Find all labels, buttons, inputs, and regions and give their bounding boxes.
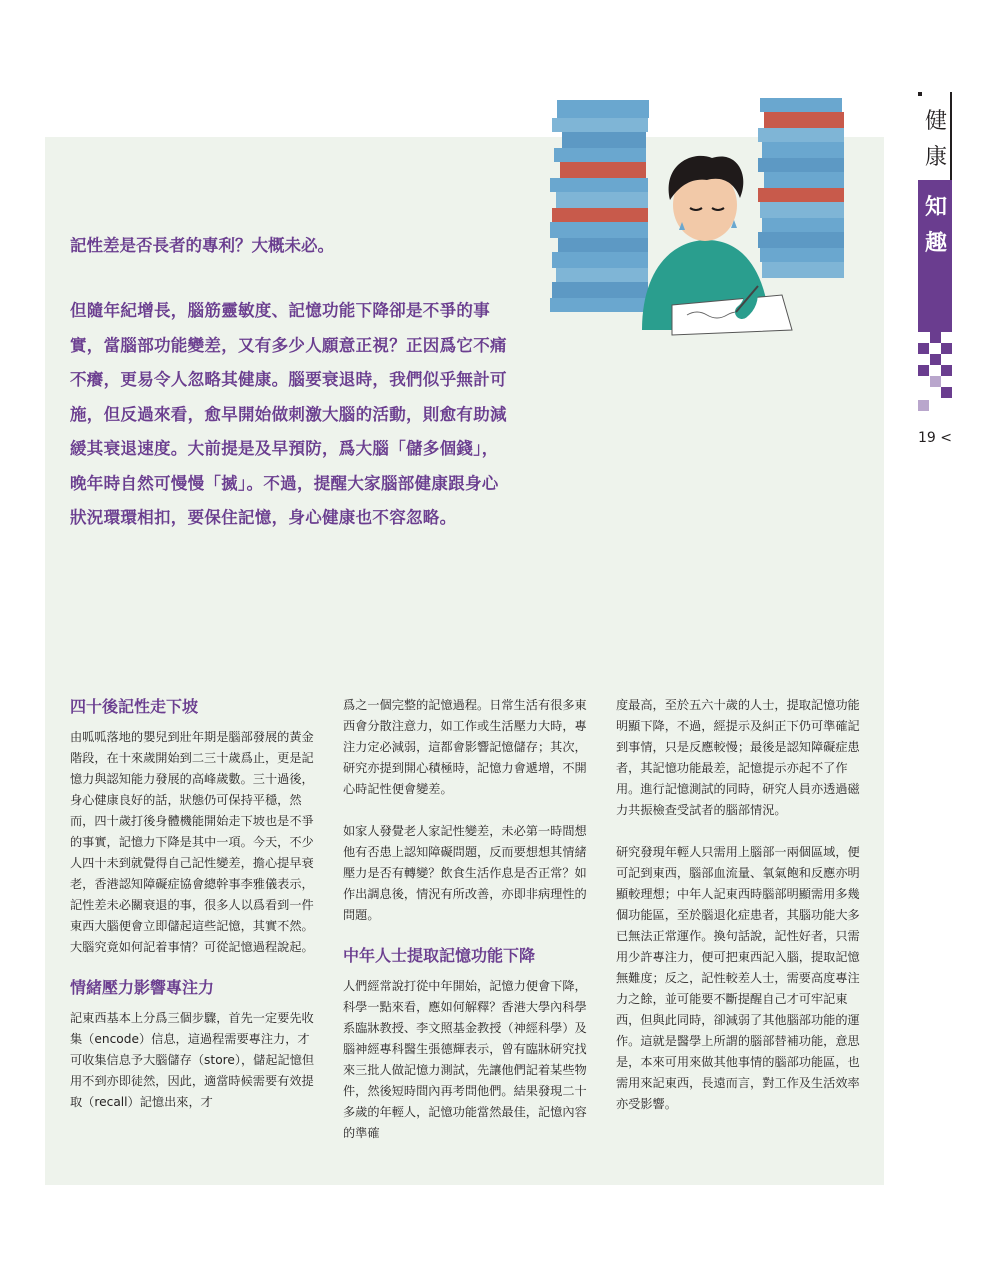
paragraph: 人們經常說打從中年開始，記憶力便會下降，科學一點來看，應如何解釋？香港大學內科學系臨牀教授、李文照基金教授（神經科學）及腦神經專科醫生張德輝表示，曾有臨牀研究找來三批人做記憶力測試，先讓他們記着某些物件，然後短時間內再考問他們。結果發現二十多歲的年輕人，記憶功能當然最佳，記憶內容的準確 [343,979,587,1140]
section-heading: 中年人士提取記憶功能下降 [343,946,536,965]
section-heading: 四十後記性走下坡 [70,697,199,716]
paragraph: 爲之一個完整的記憶過程。日常生活有很多東西會分散注意力，如工作或生活壓力大時，專注力定必減弱，這都會影響記憶儲存；其次，研究亦提到開心積極時，記憶力會遞增，不開心時記性便會變差。 [343,698,587,796]
intro-section [70,236,510,536]
paragraph: 研究發現年輕人只需用上腦部一兩個區域，便可記到東西，腦部血流量、氧氣飽和反應亦明顯較理想；中年人記東西時腦部明顯需用多幾個功能區，至於腦退化症患者，其腦功能大多已無法正常運作。換句話說，記性好者，只需用少許專注力，便可把東西記入腦，提取記憶無難度；反之，記性較差人士，需要高度專注力之餘，並可能要不斷提醒自己才可牢記東西，但與此同時，卻減弱了其他腦部功能的運作。這就是醫學上所謂的腦部替補功能，意思是，本來可用來做其他事情的腦部功能區，也需用來記東西，長遠而言，對工作及生活效率亦受影響。 [616,845,860,1111]
tab-marker [918,92,922,96]
left-book-stack [550,100,649,312]
right-book-stack [758,98,844,278]
article-column-2 [343,695,589,1144]
paragraph: 如家人發覺老人家記性變差，未必第一時間想他有否患上認知障礙問題，反而要想想其情緒壓力是否有轉變？飲食生活作息是否正常？如作出調息後，情況有所改善，亦即非病理性的問題。 [343,824,587,922]
paragraph: 由呱呱落地的嬰兒到壯年期是腦部發展的黃金階段，在十來歲開始到二三十歲爲止，更是記憶力與認知能力發展的高峰歲數。三十過後，身心健康良好的話，狀態仍可保持平穩，然而，四十歲打後身體機能開始走下坡也是不爭的事實，記憶力下降是其中一項。今天，不少人四十未到就覺得自己記性變差，擔心提早衰老，香港認知障礙症協會總幹事李雅儀表示，記性差未必關衰退的事，很多人以爲看到一件東西大腦便會立即儲起這些記憶，其實不然。大腦究竟如何記着事情？可從記憶過程說起。 [70,730,314,954]
section-tab-char: 趣 [924,230,947,256]
article-column-3 [616,695,862,1115]
intro-body: 但隨年紀增長，腦筋靈敏度、記憶功能下降卻是不爭的事實，當腦部功能變差，又有多少人願意正視？正因爲它不痛不癢，更易令人忽略其健康。腦要衰退時，我們似乎無計可施，但反過來看，愈早開始做刺激大腦的活動，則愈有助減緩其衰退速度。大前提是及早預防，爲大腦「儲多個錢」，晚年時自然可慢慢「揻」。不過，提醒大家腦部健康跟身心狀況環環相扣，要保住記憶，身心健康也不容忽略。 [70,301,507,527]
stressed-student-illustration [522,90,867,340]
page-number: 19 < [918,430,952,446]
section-tab-char: 康 [924,145,947,170]
paragraph: 度最高，至於五六十歲的人士，提取記憶功能明顯下降，不過，經提示及糾正下仍可準確記到事情，只是反應較慢；最後是認知障礙症患者，其記憶功能最差，記憶提示亦起不了作用。進行記憶測試的同時，研究人員亦透過磁力共振檢查受試者的腦部情況。 [616,698,860,817]
intro-question: 記性差是否長者的專利？大概未必。 [70,236,334,255]
section-tab-char: 健 [924,109,947,134]
section-heading: 情緒壓力影響專注力 [70,978,215,997]
paragraph: 記東西基本上分爲三個步驟，首先一定要先收集（encode）信息，這過程需要專注力，才可收集信息予大腦儲存（store），儲起記憶但用不到亦即徒然，因此，適當時候需要有效提取（recall）記憶出來，才 [70,1011,315,1109]
section-tab-char: 知 [924,194,947,220]
article-column-1 [70,695,316,1113]
